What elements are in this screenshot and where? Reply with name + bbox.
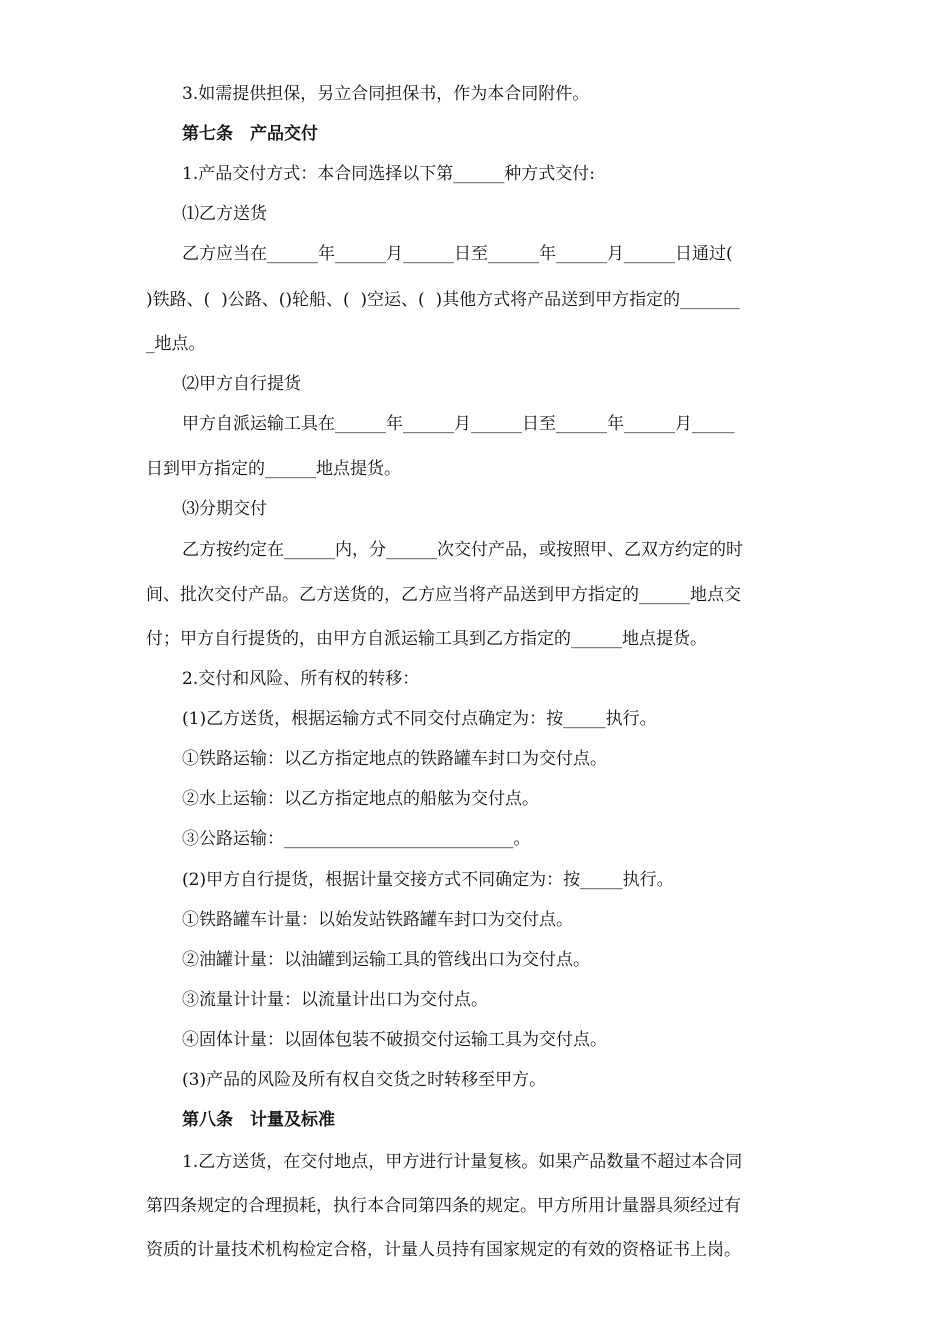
text-line: 乙方应当在______年______月______日至______年______月______日通过(: [182, 244, 733, 264]
text-line: 第四条规定的合理损耗，执行本合同第四条的规定。甲方所用计量器具须经过有: [146, 1196, 741, 1216]
text-line: ④固体计量：以固体包装不破损交付运输工具为交付点。: [182, 1030, 607, 1050]
section-heading: 第七条 产品交付: [182, 124, 318, 144]
text-line: ⑵甲方自行提货: [182, 374, 301, 394]
text-line: 间、批次交付产品。乙方送货的，乙方应当将产品送到甲方指定的______地点交: [146, 585, 741, 605]
text-line: ②水上运输：以乙方指定地点的船舷为交付点。: [182, 789, 539, 809]
text-line: 付；甲方自行提货的，由甲方自派运输工具到乙方指定的______地点提货。: [146, 629, 707, 649]
text-line: 资质的计量技术机构检定合格，计量人员持有国家规定的有效的资格证书上岗。: [146, 1240, 741, 1260]
text-line: 日到甲方指定的______地点提货。: [146, 459, 401, 479]
text-line: ①铁路运输：以乙方指定地点的铁路罐车封口为交付点。: [182, 749, 607, 769]
text-line: ⑴乙方送货: [182, 204, 267, 224]
text-line: ③公路运输：___________________________。: [182, 829, 531, 849]
text-line: 2.交付和风险、所有权的转移：: [182, 669, 420, 689]
text-line: 甲方自派运输工具在______年______月______日至______年______月_____: [182, 414, 735, 434]
text-line: 3.如需提供担保，另立合同担保书，作为本合同附件。: [182, 84, 590, 104]
text-line: (1)乙方送货，根据运输方式不同交付点确定为：按_____执行。: [182, 709, 657, 729]
text-line: ③流量计计量：以流量计出口为交付点。: [182, 990, 488, 1010]
text-line: 乙方按约定在______内，分______次交付产品，或按照甲、乙双方约定的时: [182, 540, 743, 560]
section-heading: 第八条 计量及标准: [182, 1110, 335, 1130]
text-line: ①铁路罐车计量：以始发站铁路罐车封口为交付点。: [182, 910, 573, 930]
text-line: 1.产品交付方式：本合同选择以下第______种方式交付:: [182, 164, 595, 184]
text-line: )铁路、( )公路、()轮船、( )空运、( )其他方式将产品送到甲方指定的_______: [146, 290, 740, 310]
text-line: _地点。: [146, 334, 206, 354]
text-line: ②油罐计量：以油罐到运输工具的管线出口为交付点。: [182, 950, 590, 970]
text-line: ⑶分期交付: [182, 499, 267, 519]
text-line: (3)产品的风险及所有权自交货之时转移至甲方。: [182, 1070, 547, 1090]
text-line: (2)甲方自行提货，根据计量交接方式不同确定为：按_____执行。: [182, 870, 674, 890]
text-line: 1.乙方送货，在交付地点，甲方进行计量复核。如果产品数量不超过本合同: [182, 1152, 743, 1172]
